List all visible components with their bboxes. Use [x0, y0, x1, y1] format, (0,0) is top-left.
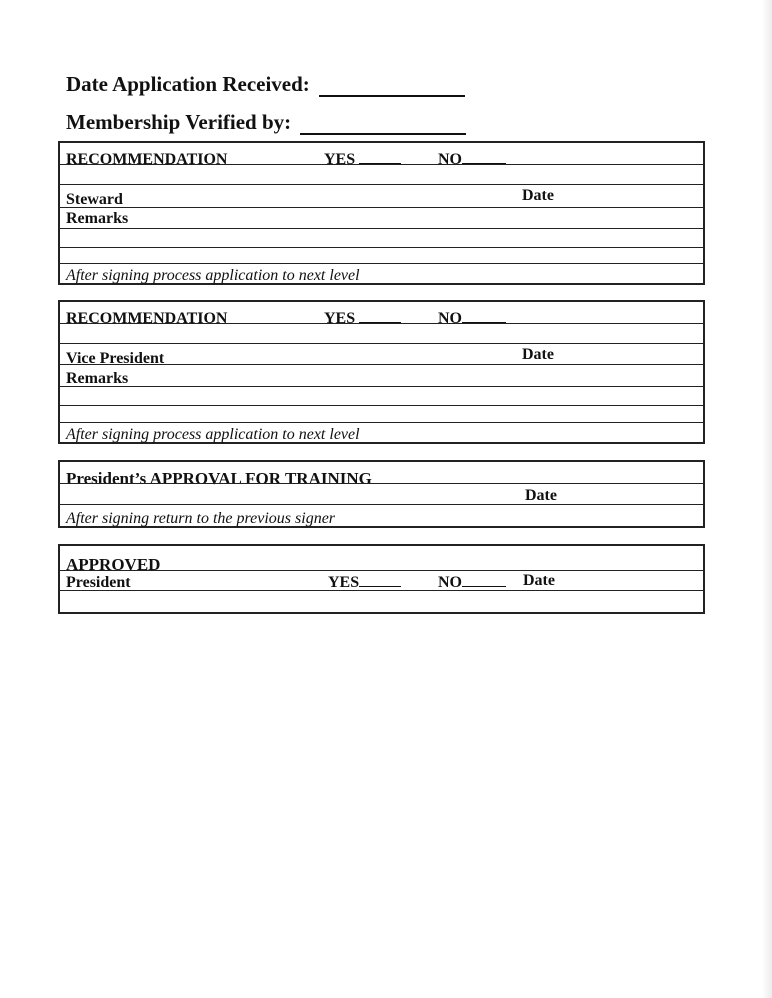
remarks-line[interactable] [60, 228, 703, 229]
signature-line[interactable] [60, 364, 703, 365]
membership-verified-blank[interactable] [300, 113, 466, 135]
no-blank [462, 572, 506, 587]
no-option[interactable] [438, 572, 506, 592]
remarks-line[interactable] [60, 386, 703, 387]
section-title: RECOMMENDATION [66, 151, 228, 168]
date-received-blank[interactable] [319, 75, 465, 97]
membership-verified-field [66, 110, 466, 135]
footer-note: After signing process application to next level [66, 426, 360, 443]
signer-label: President [66, 574, 131, 591]
training-approval-section [58, 460, 705, 528]
yes-blank [359, 149, 401, 164]
yes-option[interactable] [324, 308, 401, 328]
date-label: Date [525, 487, 557, 504]
no-label: NO [438, 574, 462, 591]
approved-section [58, 544, 705, 614]
date-received-label: Date Application Received: [66, 72, 310, 96]
membership-verified-label: Membership Verified by: [66, 110, 292, 134]
signature-line[interactable] [60, 504, 703, 505]
section-title: RECOMMENDATION [66, 310, 228, 327]
yes-blank [359, 572, 401, 587]
signature-line[interactable] [60, 590, 703, 591]
vice-president-recommendation-section [58, 300, 705, 444]
no-option[interactable] [438, 149, 506, 169]
section-title: President’s APPROVAL FOR TRAINING [66, 469, 372, 488]
no-blank [462, 308, 506, 323]
remarks-label: Remarks [66, 370, 129, 387]
remarks-label: Remarks [66, 210, 129, 227]
rule [60, 570, 703, 571]
date-label: Date [522, 346, 554, 363]
signer-label: Steward [66, 191, 123, 208]
yes-label: YES [324, 310, 356, 327]
rule [60, 323, 703, 324]
yes-label: YES [324, 151, 356, 168]
yes-label: YES [328, 574, 360, 591]
rule [60, 184, 703, 185]
rule [60, 164, 703, 165]
yes-option[interactable] [324, 149, 401, 169]
steward-recommendation-section [58, 141, 705, 285]
no-label: NO [438, 310, 462, 327]
rule [60, 483, 703, 484]
no-blank [462, 149, 506, 164]
scan-edge-shadow [762, 0, 772, 998]
no-label: NO [438, 151, 462, 168]
remarks-line[interactable] [60, 247, 703, 248]
signature-line[interactable] [60, 207, 703, 208]
footer-note: After signing return to the previous signer [66, 510, 336, 527]
date-received-field [66, 72, 465, 97]
no-option[interactable] [438, 308, 506, 328]
date-label: Date [522, 187, 554, 204]
yes-option[interactable] [328, 572, 401, 592]
date-label: Date [523, 572, 555, 589]
signer-label: Vice President [66, 350, 165, 367]
rule [60, 343, 703, 344]
yes-blank [359, 308, 401, 323]
rule [60, 263, 703, 264]
section-title: APPROVED [66, 555, 161, 574]
footer-note: After signing process application to next level [66, 267, 360, 284]
remarks-line[interactable] [60, 405, 703, 406]
rule [60, 422, 703, 423]
